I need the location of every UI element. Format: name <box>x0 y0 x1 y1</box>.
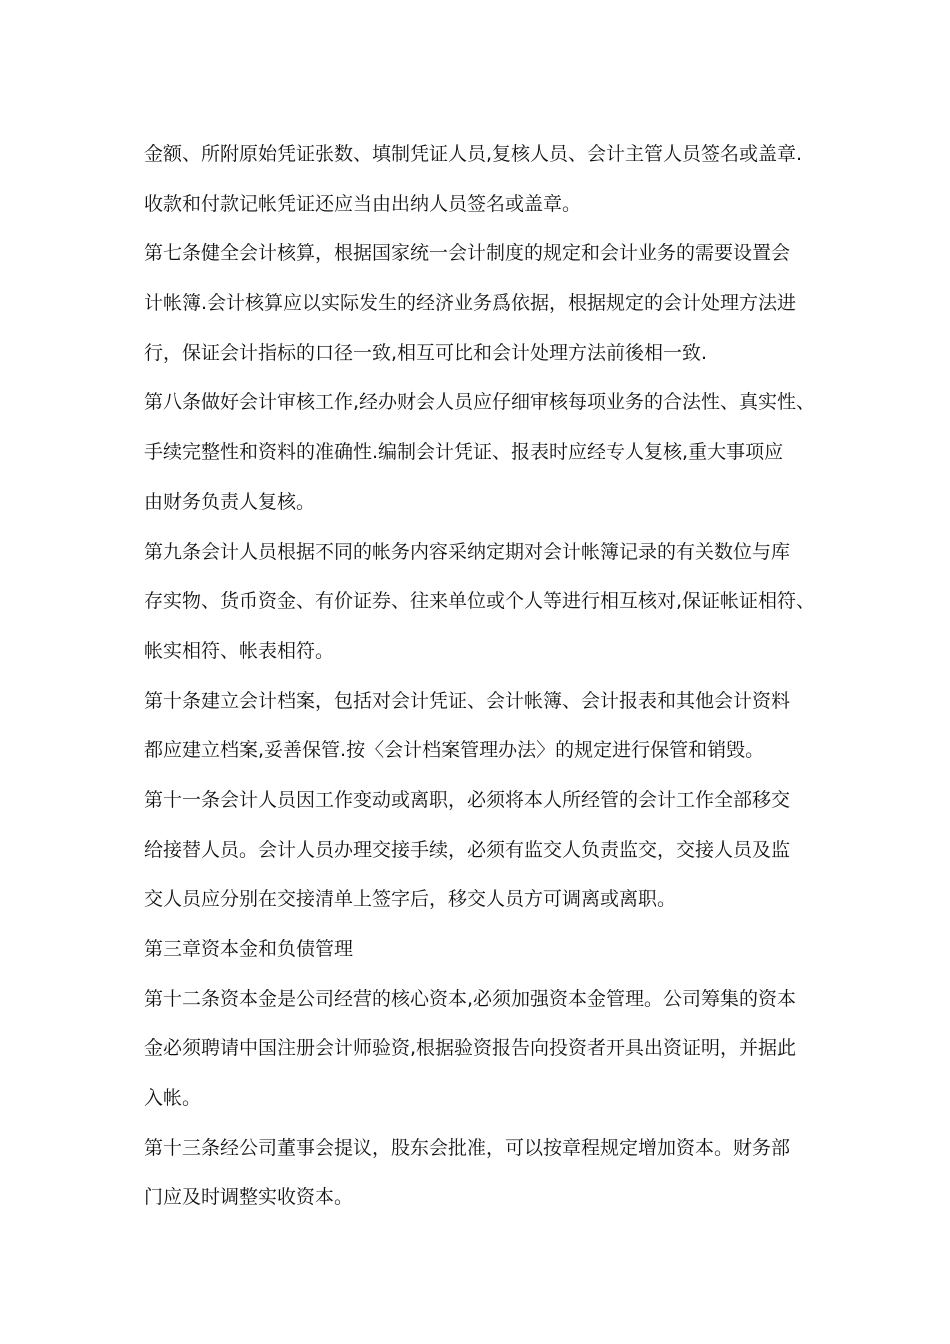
text-line: 第十三条经公司董事会提议，股东会批准，可以按章程规定增加资本。财务部 <box>144 1136 791 1159</box>
text-line: 手续完整性和资料的准确性.编制会计凭证、报表时应经专人复核,重大事项应 <box>144 441 784 464</box>
text-line: 入帐。 <box>144 1087 202 1110</box>
text-line: 帐实相符、帐表相符。 <box>144 639 335 662</box>
document-body <box>144 130 824 1223</box>
text-line: 由财务负责人复核。 <box>144 490 316 513</box>
text-line: 金额、所附原始凭证张数、填制凭证人员,复核人员、会计主管人员签名或盖章. <box>144 143 803 165</box>
text-line: 第八条做好会计审核工作,经办财会人员应仔细审核每项业务的合法性、真实性、 <box>144 391 816 414</box>
text-line: 计帐簿.会计核算应以实际发生的经济业务爲依据，根据规定的会计处理方法进 <box>144 292 797 315</box>
text-line: 存实物、货币资金、有价证券、往来单位或个人等进行相互核对,保证帐证相符、 <box>144 590 816 613</box>
text-line: 第十二条资本金是公司经营的核心资本,必须加强资本金管理。公司筹集的资本 <box>144 987 797 1010</box>
text-line: 都应建立档案,妥善保管.按〈会计档案管理办法〉的规定进行保管和销毁。 <box>144 739 765 762</box>
chapter-heading: 第三章资本金和负债管理 <box>144 938 354 960</box>
text-line: 给接替人员。会计人员办理交接手续，必须有监交人负责监交，交接人员及监 <box>144 838 791 861</box>
text-line: 第九条会计人员根据不同的帐务内容采纳定期对会计帐簿记录的有关数位与库 <box>144 540 791 563</box>
text-line: 金必须聘请中国注册会计师验资,根据验资报告向投资者开具出资证明，并据此 <box>144 1037 797 1060</box>
text-line: 第七条健全会计核算，根据国家统一会计制度的规定和会计业务的需要设置会 <box>144 242 791 265</box>
text-line: 交人员应分别在交接清单上签字后，移交人员方可调离或离职。 <box>144 888 677 911</box>
text-line: 第十一条会计人员因工作变动或离职，必须将本人所经管的会计工作全部移交 <box>144 788 791 811</box>
text-line: 收款和付款记帐凭证还应当由出纳人员签名或盖章。 <box>144 192 582 215</box>
text-line: 第十条建立会计档案，包括对会计凭证、会计帐簿、会计报表和其他会计资料 <box>144 689 791 712</box>
text-line: 门应及时调整实收资本。 <box>144 1186 354 1209</box>
text-line: 行，保证会计指标的口径一致,相互可比和会计处理方法前後相一致. <box>144 341 708 364</box>
